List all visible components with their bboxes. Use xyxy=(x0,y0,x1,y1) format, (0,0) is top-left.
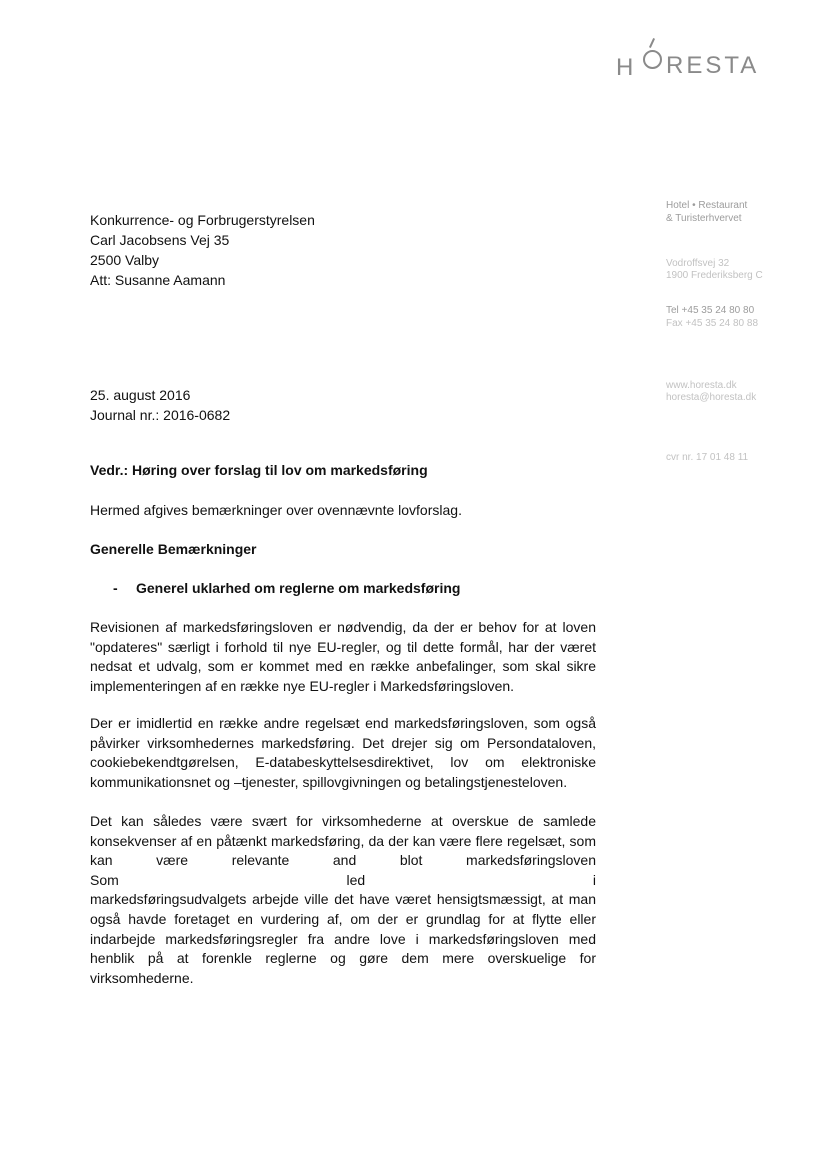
paragraph-line: indarbejde markedsføringsregler fra andre love i markedsføringsloven med xyxy=(90,930,596,947)
recipient-line: Att: Susanne Aamann xyxy=(90,272,226,288)
paragraph-line: påvirker virksomhedernes markedsføring. Det drejer sig om Persondataloven, xyxy=(90,734,596,751)
paragraph-line: markedsføringsudvalgets arbejde ville det have været hensigtsmæssigt, at man xyxy=(90,891,596,908)
bullet-item xyxy=(113,580,460,596)
logo-ring xyxy=(643,50,662,69)
paragraph-line: nedsat et udvalg, som er kommet med en række anbefalinger, som skal sikre xyxy=(90,658,596,675)
paragraph-line: cookiebekendtgørelsen, E-databeskyttelsesdirektivet, lov om elektroniske xyxy=(90,754,596,771)
paragraph-line: også havde foretaget en vurdering af, om der er grundlag for at flytte eller xyxy=(90,910,596,927)
bullet-dash: - xyxy=(113,580,118,596)
recipient-line: Carl Jacobsens Vej 35 xyxy=(90,232,230,248)
letter-date: 25. august 2016 xyxy=(90,387,191,403)
section-heading: Generelle Bemærkninger xyxy=(90,541,257,557)
paragraph-line: konsekvenser af en påtænkt markedsføring, da der kan være flere regelsæt, som xyxy=(90,832,596,849)
sidebar-email: horesta@horesta.dk xyxy=(666,392,757,403)
sidebar-org-line2: & Turisterhvervet xyxy=(666,213,742,224)
paragraph-line: virksomhederne. xyxy=(90,969,194,986)
logo-letter-h: H xyxy=(616,54,637,81)
paragraph-line: "opdateres" særligt i forhold til nye EU-regler, og til dette formål, har der været xyxy=(90,638,596,655)
paragraph-line: implementeringen af en række nye EU-regler i Markedsføringsloven. xyxy=(90,677,515,694)
recipient-line: Konkurrence- og Forbrugerstyrelsen xyxy=(90,212,315,228)
logo-accent xyxy=(649,38,655,48)
letter-meta xyxy=(90,385,230,425)
paragraph-line: Det kan således være svært for virksomhederne at overskue de samlede xyxy=(90,813,596,829)
bullet-text: Generel uklarhed om reglerne om markedsføring xyxy=(136,580,461,596)
sidebar-address-line1: Vodroffsvej 32 xyxy=(666,258,730,269)
paragraph-line: kan være relevante and blot markedsføringsloven Som led i xyxy=(90,852,596,888)
sidebar-web: www.horesta.dk xyxy=(666,380,737,391)
paragraph-line: Revisionen af markedsføringsloven er nødvendig, da der er behov for at loven xyxy=(90,619,596,635)
horesta-logo xyxy=(616,44,766,84)
body-paragraph-3 xyxy=(90,812,596,988)
sidebar-address-line2: 1900 Frederiksberg C xyxy=(666,270,763,281)
paragraph-line: kommunikationsnet og –tjenester, spillovgivningen og betalingstjenesteloven. xyxy=(90,773,568,790)
sidebar-tel: Tel +45 35 24 80 80 xyxy=(666,305,755,316)
recipient-address xyxy=(90,210,315,290)
journal-number: Journal nr.: 2016-0682 xyxy=(90,407,231,423)
sidebar-cvr: cvr nr. 17 01 48 11 xyxy=(666,452,749,463)
intro-text: Hermed afgives bemærkninger over ovennævnte lovforslag. xyxy=(90,502,462,518)
body-paragraph-2 xyxy=(90,714,596,792)
paragraph-line: Der er imidlertid en række andre regelsæt end markedsføringsloven, som også xyxy=(90,715,596,731)
logo-letters-resta: RESTA xyxy=(666,52,760,79)
sidebar-org-line1: Hotel • Restaurant xyxy=(666,200,748,211)
sidebar-fax: Fax +45 35 24 80 88 xyxy=(666,318,759,329)
recipient-line: 2500 Valby xyxy=(90,252,160,268)
paragraph-line: henblik på at forenkle reglerne og gøre dem mere overskuelige for xyxy=(90,950,596,967)
body-paragraph-1 xyxy=(90,618,596,696)
subject-line: Vedr.: Høring over forslag til lov om markedsføring xyxy=(90,462,428,478)
